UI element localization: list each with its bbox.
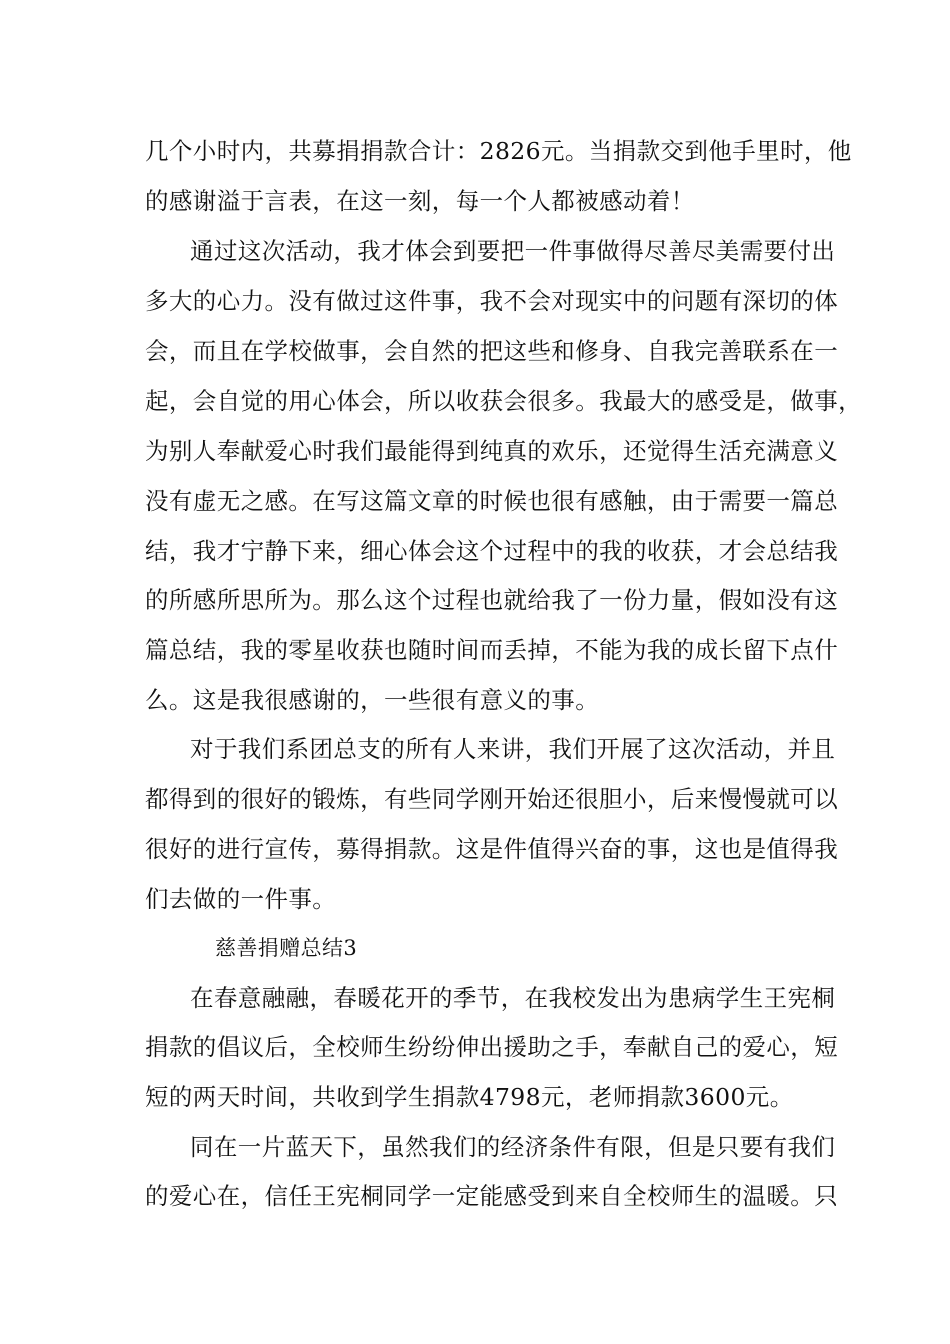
paragraph-line: 捐款的倡议后，全校师生纷纷伸出援助之手，奉献自己的爱心，短 xyxy=(145,1033,839,1061)
paragraph-line: 通过这次活动，我才体会到要把一件事做得尽善尽美需要付出 xyxy=(190,237,836,265)
paragraph-line: 多大的心力。没有做过这件事，我不会对现实中的问题有深切的体 xyxy=(145,287,839,315)
paragraph-line: 的爱心在，信任王宪桐同学一定能感受到来自全校师生的温暖。只 xyxy=(145,1182,839,1210)
paragraph-line: 们去做的一件事。 xyxy=(145,885,337,913)
paragraph-line: 么。这是我很感谢的，一些很有意义的事。 xyxy=(145,686,600,714)
paragraph-line: 都得到的很好的锻炼，有些同学刚开始还很胆小，后来慢慢就可以 xyxy=(145,785,839,813)
paragraph-line: 起，会自觉的用心体会，所以收获会很多。我最大的感受是，做事， xyxy=(145,387,862,415)
paragraph-line: 很好的进行宣传，募得捐款。这是件值得兴奋的事，这也是值得我 xyxy=(145,835,839,863)
paragraph-line: 会，而且在学校做事，会自然的把这些和修身、自我完善联系在一 xyxy=(145,337,839,365)
paragraph-line: 同在一片蓝天下，虽然我们的经济条件有限，但是只要有我们 xyxy=(190,1133,836,1161)
paragraph-line: 几个小时内，共募捐捐款合计：2826元。当捐款交到他手里时，他 xyxy=(145,137,852,165)
paragraph-line: 结，我才宁静下来，细心体会这个过程中的我的收获，才会总结我 xyxy=(145,537,839,565)
section-heading: 慈善捐赠总结3 xyxy=(215,936,358,960)
paragraph-line: 的所感所思所为。那么这个过程也就给我了一份力量，假如没有这 xyxy=(145,586,839,614)
paragraph-line: 篇总结，我的零星收获也随时间而丢掉，不能为我的成长留下点什 xyxy=(145,636,839,664)
paragraph-line: 的感谢溢于言表，在这一刻，每一个人都被感动着！ xyxy=(145,187,695,215)
paragraph-line: 短的两天时间，共收到学生捐款4798元，老师捐款3600元。 xyxy=(145,1083,794,1111)
paragraph-line: 为别人奉献爱心时我们最能得到纯真的欢乐，还觉得生活充满意义 xyxy=(145,437,839,465)
paragraph-line: 没有虚无之感。在写这篇文章的时候也很有感触，由于需要一篇总 xyxy=(145,487,839,515)
paragraph-line: 对于我们系团总支的所有人来讲，我们开展了这次活动，并且 xyxy=(190,735,836,763)
paragraph-line: 在春意融融，春暖花开的季节，在我校发出为患病学生王宪桐 xyxy=(190,984,836,1012)
